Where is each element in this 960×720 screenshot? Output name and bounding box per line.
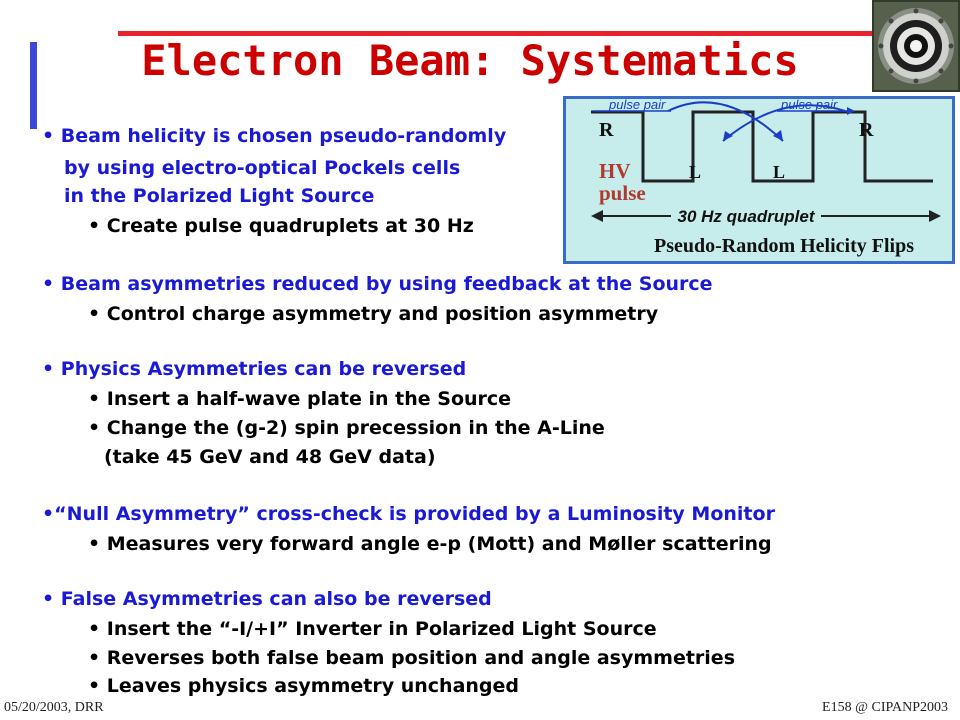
sub-bullet-text: Change the (g-2) spin precession in the A-Line [106, 417, 605, 439]
helicity-flip-diagram [563, 96, 955, 264]
sub-bullet-text: Control charge asymmetry and position asymmetry [106, 303, 659, 325]
sub-bullet-charge: • Control charge asymmetry and position asymmetry [88, 303, 659, 325]
sub-bullet-text: Reverses both false beam position and angle asymmetries [106, 647, 735, 669]
bullet-text: “Null Asymmetry” cross-check is provided by a Luminosity Monitor [54, 503, 775, 525]
bullet-helicity-cont-1: by using electro-optical Pockels cells [64, 157, 461, 179]
label-r-right: R [859, 119, 874, 141]
sub-bullet-text: Leaves physics asymmetry unchanged [106, 675, 520, 697]
label-l-right: L [773, 162, 786, 182]
label-pulse-pair-left: pulse pair [609, 97, 666, 112]
slide-title: Electron Beam: Systematics [141, 36, 799, 85]
sub-bullet-text: Insert the “-I/+I” Inverter in Polarized Light Source [106, 618, 657, 640]
bullet-helicity: • Beam helicity is chosen pseudo-randomly [42, 125, 507, 147]
sub-bullet-inverter: • Insert the “-I/+I” Inverter in Polarized Light Source [88, 618, 657, 640]
footer-conference: E158 @ CIPANP2003 [822, 700, 948, 715]
label-quadruplet: 30 Hz quadruplet [677, 207, 815, 226]
sub-bullet-halfwave: • Insert a half-wave plate in the Source [88, 388, 512, 410]
bullet-false-asymmetries: • False Asymmetries can also be reversed [42, 588, 492, 610]
bullet-text: False Asymmetries can also be reversed [60, 588, 492, 610]
bullet-text: Beam helicity is chosen pseudo-randomly [60, 125, 507, 147]
sub-bullet-text: Measures very forward angle e-p (Mott) and Møller scattering [106, 533, 772, 555]
sub-bullet-g2-cont: (take 45 GeV and 48 GeV data) [104, 446, 436, 468]
sub-bullet-unchanged: • Leaves physics asymmetry unchanged [88, 675, 520, 697]
bullet-feedback: • Beam asymmetries reduced by using feedback at the Source [42, 273, 713, 295]
bullet-null-asymmetry: •“Null Asymmetry” cross-check is provided by a Luminosity Monitor [42, 503, 775, 525]
side-accent-bar [30, 42, 37, 129]
beampipe-photo [872, 0, 960, 92]
label-pulse-pair-right: pulse pair [781, 97, 838, 112]
label-l-left: L [689, 162, 702, 182]
bullet-physics-reversed: • Physics Asymmetries can be reversed [42, 358, 467, 380]
sub-bullet-text: Insert a half-wave plate in the Source [106, 388, 512, 410]
label-hv: HV [599, 159, 631, 183]
label-r-left: R [599, 119, 614, 141]
sub-bullet-reverses: • Reverses both false beam position and angle asymmetries [88, 647, 735, 669]
sub-bullet-quadruplets: • Create pulse quadruplets at 30 Hz [88, 215, 474, 237]
label-pulse: pulse [599, 181, 646, 205]
bullet-helicity-cont-2: in the Polarized Light Source [64, 185, 375, 207]
sub-bullet-text: Create pulse quadruplets at 30 Hz [106, 215, 474, 237]
footer-date: 05/20/2003, DRR [4, 700, 104, 715]
sub-bullet-g2: • Change the (g-2) spin precession in the A-Line [88, 417, 605, 439]
sub-bullet-mott: • Measures very forward angle e-p (Mott) and Møller scattering [88, 533, 772, 555]
bullet-text: Physics Asymmetries can be reversed [60, 358, 467, 380]
label-caption: Pseudo-Random Helicity Flips [653, 235, 915, 257]
bullet-text: Beam asymmetries reduced by using feedback at the Source [60, 273, 713, 295]
